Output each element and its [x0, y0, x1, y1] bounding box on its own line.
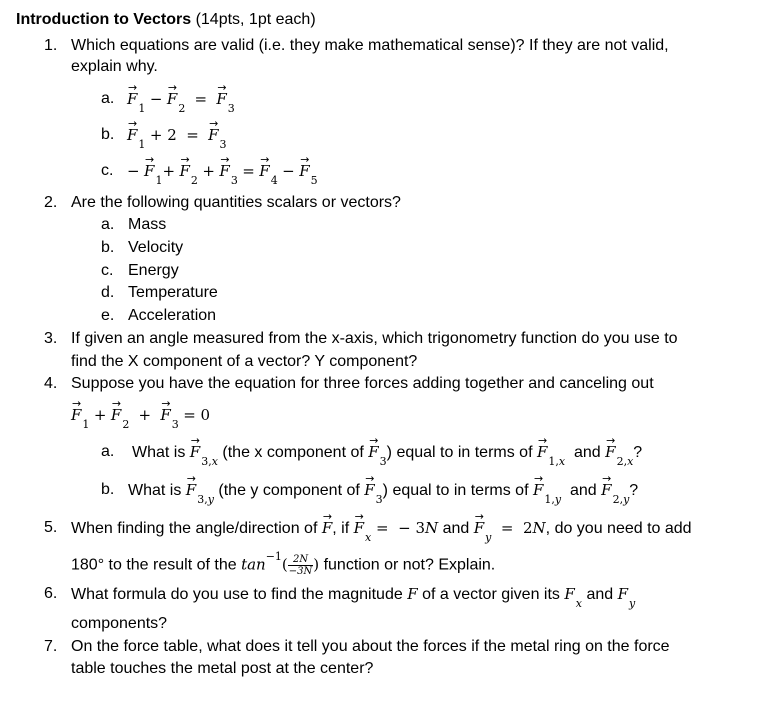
- q4-item-b-text: What is → $F_{3,y}$ (the y component of → $F_3$) equal to in terms of → $F_{1,y}$ and → $F_{2,y}$?: [128, 480, 638, 502]
- q1-item-b-label: b.: [101, 126, 115, 143]
- q4-item-a-text: What is → $F_{3,x}$ (the x component of → $F_3$) equal to in terms of → $F_{1,x}$ and → $F_{2,x}$?: [132, 442, 642, 464]
- question-4-number: 4.: [44, 375, 58, 392]
- q4-equation: → $F_1$ + → $F_2$ + → $F_3 = 0$: [71, 405, 210, 427]
- question-5-number: 5.: [44, 519, 58, 536]
- q2-item-text: Velocity: [128, 239, 184, 256]
- q2-item-text: Temperature: [128, 284, 218, 301]
- question-3-number: 3.: [44, 330, 58, 347]
- q1-item-c-equation: − → $F_1+ \to F_2$ + → $F_3$ = → $F_4$ − → $F_5$: [127, 161, 318, 183]
- question-7-number: 7.: [44, 638, 58, 655]
- q1-item-a-label: a.: [101, 90, 115, 107]
- q2-item-label: e.: [101, 307, 115, 324]
- question-5-text-cont: 180° to the result of the $\tan^{-1}$( $\frac{2N}{-3N}$ ) function or not? Explain.: [71, 549, 496, 577]
- question-6-number: 6.: [44, 585, 58, 602]
- q2-item-label: a.: [101, 216, 115, 233]
- question-3-text-cont: find the X component of a vector? Y component?: [71, 353, 418, 370]
- question-3-text: If given an angle measured from the x-axis, which trigonometry function do you use to: [71, 330, 678, 347]
- page-title: Introduction to Vectors (14pts, 1pt each): [16, 11, 316, 28]
- q2-item-label: c.: [101, 262, 114, 279]
- question-7-text-cont: table touches the metal post at the center?: [71, 660, 374, 677]
- question-6-text-cont: components?: [71, 615, 168, 632]
- q2-item-text: Mass: [128, 216, 167, 233]
- question-2-number: 2.: [44, 194, 58, 211]
- q2-item-label: b.: [101, 239, 115, 256]
- q2-item-text: Acceleration: [128, 307, 217, 324]
- q2-item-label: d.: [101, 284, 115, 301]
- question-5-text: When finding the angle/direction of → F, if → $F_x$ = − 3N and → $F_y = 2N$, do you need to add: [71, 518, 692, 540]
- question-7-text: On the force table, what does it tell you about the forces if the metal ring on the force: [71, 638, 670, 655]
- question-6-text: What formula do you use to find the magnitude F of a vector given its $F_x$ and $F_y$: [71, 585, 636, 610]
- question-4-text: Suppose you have the equation for three forces adding together and canceling out: [71, 375, 654, 392]
- q1-item-b-equation: → $F_1 + 2$ = → $F_3$: [127, 125, 227, 147]
- question-1-text-cont: explain why.: [71, 58, 158, 75]
- q4-item-b-label: b.: [101, 481, 115, 498]
- question-1-text: Which equations are valid (i.e. they make mathematical sense)? If they are not valid,: [71, 37, 669, 54]
- question-2-text: Are the following quantities scalars or vectors?: [71, 194, 401, 211]
- q1-item-a-equation: → $F_1$ − → $F_2$ = → $F_3$: [127, 89, 235, 111]
- q2-item-text: Energy: [128, 262, 179, 279]
- question-1-number: 1.: [44, 37, 58, 54]
- q4-item-a-label: a.: [101, 443, 115, 460]
- q1-item-c-label: c.: [101, 162, 114, 179]
